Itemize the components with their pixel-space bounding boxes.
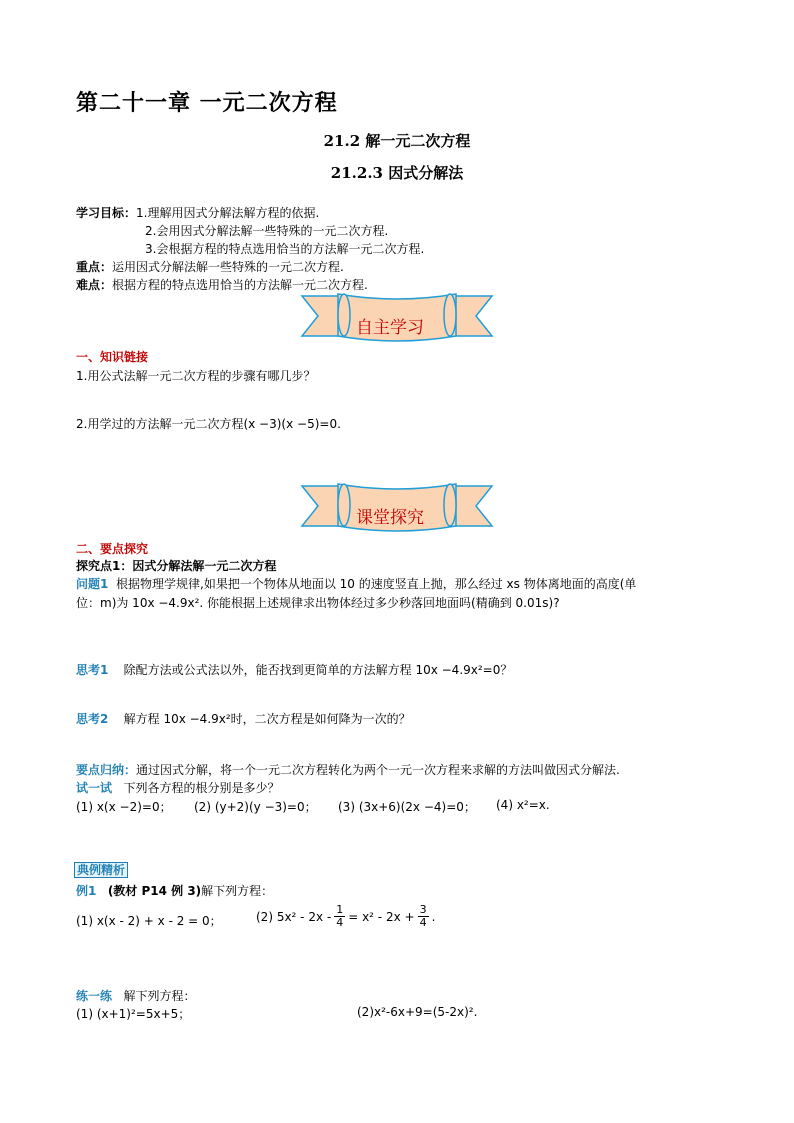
part1-heading: 一、知识链接 [76, 350, 149, 364]
try-text: 下列各方程的根分别是多少？ [123, 781, 280, 795]
part1-question-1: 1.用公式法解一元二次方程的步骤有哪几步？ [76, 369, 316, 383]
banner-self-study: 自主学习 [356, 318, 424, 338]
think1-text: 除配方法或公式法以外，能否找到更简单的方法解方程 10x −4.9x²=0？ [123, 663, 513, 677]
practice-label: 练一练 [76, 989, 113, 1003]
think1 [76, 661, 512, 678]
fraction-1-4 [334, 904, 345, 929]
objective-item-2: 2.会用因式分解法解一些特殊的一元二次方程. [145, 224, 389, 238]
example-badge: 典例精析 [74, 862, 128, 878]
part2-heading: 二、要点探究 [76, 542, 149, 556]
summary-text: 通过因式分解，将一个一元二次方程转化为两个一元一次方程来求解的方法叫做因式分解法. [136, 763, 620, 777]
objectives-line-1 [76, 204, 319, 221]
objective-item-3: 3.会根据方程的特点选用恰当的方法解一元二次方程. [145, 242, 425, 256]
objective-item-1: 1.理解用因式分解法解方程的依据. [136, 206, 320, 220]
problem1-label: 问题1 [76, 577, 109, 591]
try-it [76, 779, 279, 796]
subsection-title: 21.2.3 因式分解法 [330, 164, 464, 182]
think2 [76, 710, 411, 727]
eq2-middle: = x² - 2x + [348, 909, 415, 924]
fraction-3-4 [418, 904, 429, 929]
practice-eq1: (1) (x+1)²=5x+5； [76, 1007, 191, 1021]
difficulty-text: 根据方程的特点选用恰当的方法解一元二次方程. [112, 278, 368, 292]
section-title: 21.2 解一元二次方程 [323, 132, 471, 150]
difficulty-label: 难点： [76, 278, 113, 292]
try-item-3: (3) (3x+6)(2x −4)=0； [338, 800, 476, 814]
part1-question-2: 2.用学过的方法解一元二次方程(x −3)(x −5)=0. [76, 417, 341, 431]
chapter-title: 第二十一章 一元二次方程 [76, 91, 338, 116]
example1-source: (教材 P14 例 3) [107, 884, 202, 898]
point-title: 探究点1：因式分解法解一元二次方程 [76, 559, 277, 573]
problem1-line-2: 位：m)为 10x −4.9x². 你能根据上述规律求出物体经过多少秒落回地面吗(精确到 0.01s)? [76, 596, 560, 610]
example1-prompt: 解下列方程： [201, 884, 274, 898]
example1-eq1: (1) x(x - 2) + x - 2 = 0； [76, 914, 222, 928]
eq2-end: . [431, 909, 436, 924]
practice-header [76, 987, 195, 1004]
key-point-text: 运用因式分解法解一些特殊的一元二次方程. [112, 260, 344, 274]
summary-label: 要点归纳： [76, 763, 137, 777]
practice-eq2: (2)x²-6x+9=(5-2x)². [357, 1005, 478, 1019]
key-point [76, 258, 344, 275]
objectives-label: 学习目标： [76, 206, 137, 220]
frac1-denominator: 4 [336, 916, 344, 929]
problem1-line-1 [76, 575, 636, 592]
try-label: 试一试 [76, 781, 113, 795]
banner-classroom-inquiry: 课堂探究 [356, 508, 424, 528]
try-item-1: (1) x(x −2)=0； [76, 800, 172, 814]
frac2-numerator: 3 [419, 903, 427, 916]
frac1-numerator: 1 [336, 903, 344, 916]
frac2-denominator: 4 [419, 916, 427, 929]
try-item-2: (2) (y+2)(y −3)=0； [194, 800, 317, 814]
example1-eq2 [256, 904, 435, 929]
think1-label: 思考1 [76, 663, 109, 677]
think2-text: 解方程 10x −4.9x²时，二次方程是如何降为一次的？ [123, 712, 411, 726]
try-item-4: (4) x²=x. [496, 798, 550, 812]
problem1-text-1: 根据物理学规律,如果把一个物体从地面以 10 的速度竖直上抛，那么经过 xs 物体离地面的高度(单 [116, 577, 637, 591]
eq2-prefix: (2) 5x² - 2x - [256, 909, 332, 924]
key-point-label: 重点： [76, 260, 113, 274]
example1-label: 例1 [76, 884, 97, 898]
think2-label: 思考2 [76, 712, 109, 726]
summary [76, 761, 620, 778]
practice-prompt: 解下列方程： [123, 989, 196, 1003]
example1-header [76, 882, 273, 899]
